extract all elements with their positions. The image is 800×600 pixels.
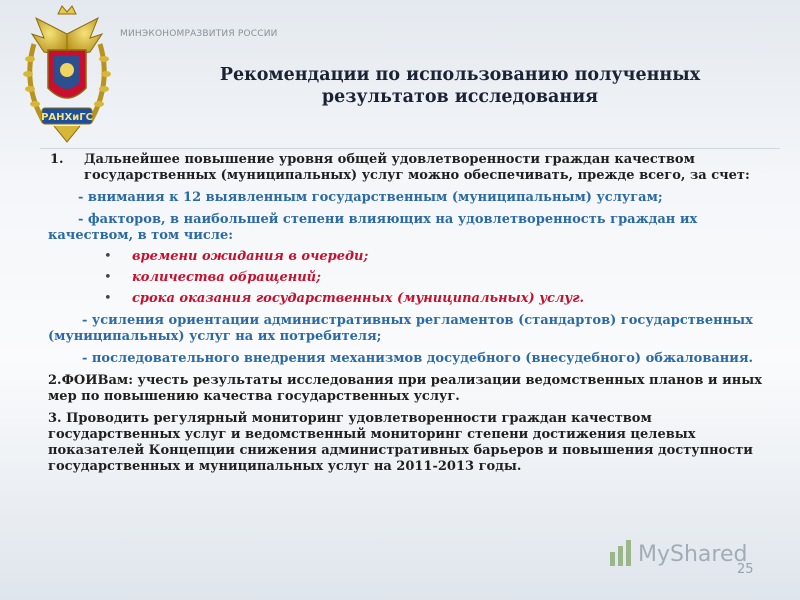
bullet-item bbox=[48, 291, 770, 307]
bullet-icon: • bbox=[104, 270, 112, 285]
bullet-icon: • bbox=[104, 291, 112, 306]
bullet-text: срока оказания государственных (муниципальных) услуг. bbox=[132, 291, 585, 306]
item-1-number: 1. bbox=[50, 152, 64, 167]
sub-item-attention: - внимания к 12 выявленным государственным (муниципальным) услугам; bbox=[78, 190, 663, 205]
item-1-text: Дальнейшее повышение уровня общей удовлетворенности граждан качеством государственных (муниципальных) услуг можно обеспечивать, прежде всего, за счет: bbox=[84, 152, 750, 183]
item-1 bbox=[48, 152, 770, 184]
slide-title bbox=[150, 64, 770, 108]
slide-content bbox=[48, 152, 770, 475]
ministry-label: МИНЭКОНОМРАЗВИТИЯ РОССИИ bbox=[120, 29, 278, 39]
sub-item-factors: - факторов, в наибольшей степени влияющих на удовлетворенность граждан их качеством, в том числе: bbox=[48, 212, 698, 243]
sub-item-appeal: - последовательного внедрения механизмов досудебного (внесудебного) обжалования. bbox=[82, 351, 754, 366]
emblem-text: РАНХиГС bbox=[41, 112, 93, 123]
bullet-text: количества обращений; bbox=[132, 270, 321, 285]
title-line-1: Рекомендации по использованию полученных bbox=[219, 65, 701, 85]
emblem-crest-icon bbox=[14, 4, 120, 148]
divider bbox=[40, 148, 780, 149]
item-3: 3. Проводить регулярный мониторинг удовлетворенности граждан качеством государственных услуг и ведомственный мониторинг степени достижения целевых показателей Концепции снижения административных барьеров и повышения доступности государственных и муниципальных услуг на 2011-2013 годы. bbox=[48, 411, 753, 474]
watermark-text: MyShared bbox=[638, 542, 748, 567]
bar-chart-icon bbox=[608, 538, 634, 568]
title-line-2: результатов исследования bbox=[321, 87, 599, 107]
page-number: 25 bbox=[737, 562, 754, 577]
bullet-text: времени ожидания в очереди; bbox=[132, 249, 369, 264]
bullet-item bbox=[48, 249, 770, 265]
item-2: 2.ФОИВам: учесть результаты исследования при реализации ведомственных планов и иных мер по повышению качества государственных услуг. bbox=[48, 373, 763, 404]
bullet-item bbox=[48, 270, 770, 286]
bullet-icon: • bbox=[104, 249, 112, 264]
sub-item-regulations: - усиления ориентации административных регламентов (стандартов) государственных (муниципальных) услуг на их потребителя; bbox=[48, 313, 753, 344]
